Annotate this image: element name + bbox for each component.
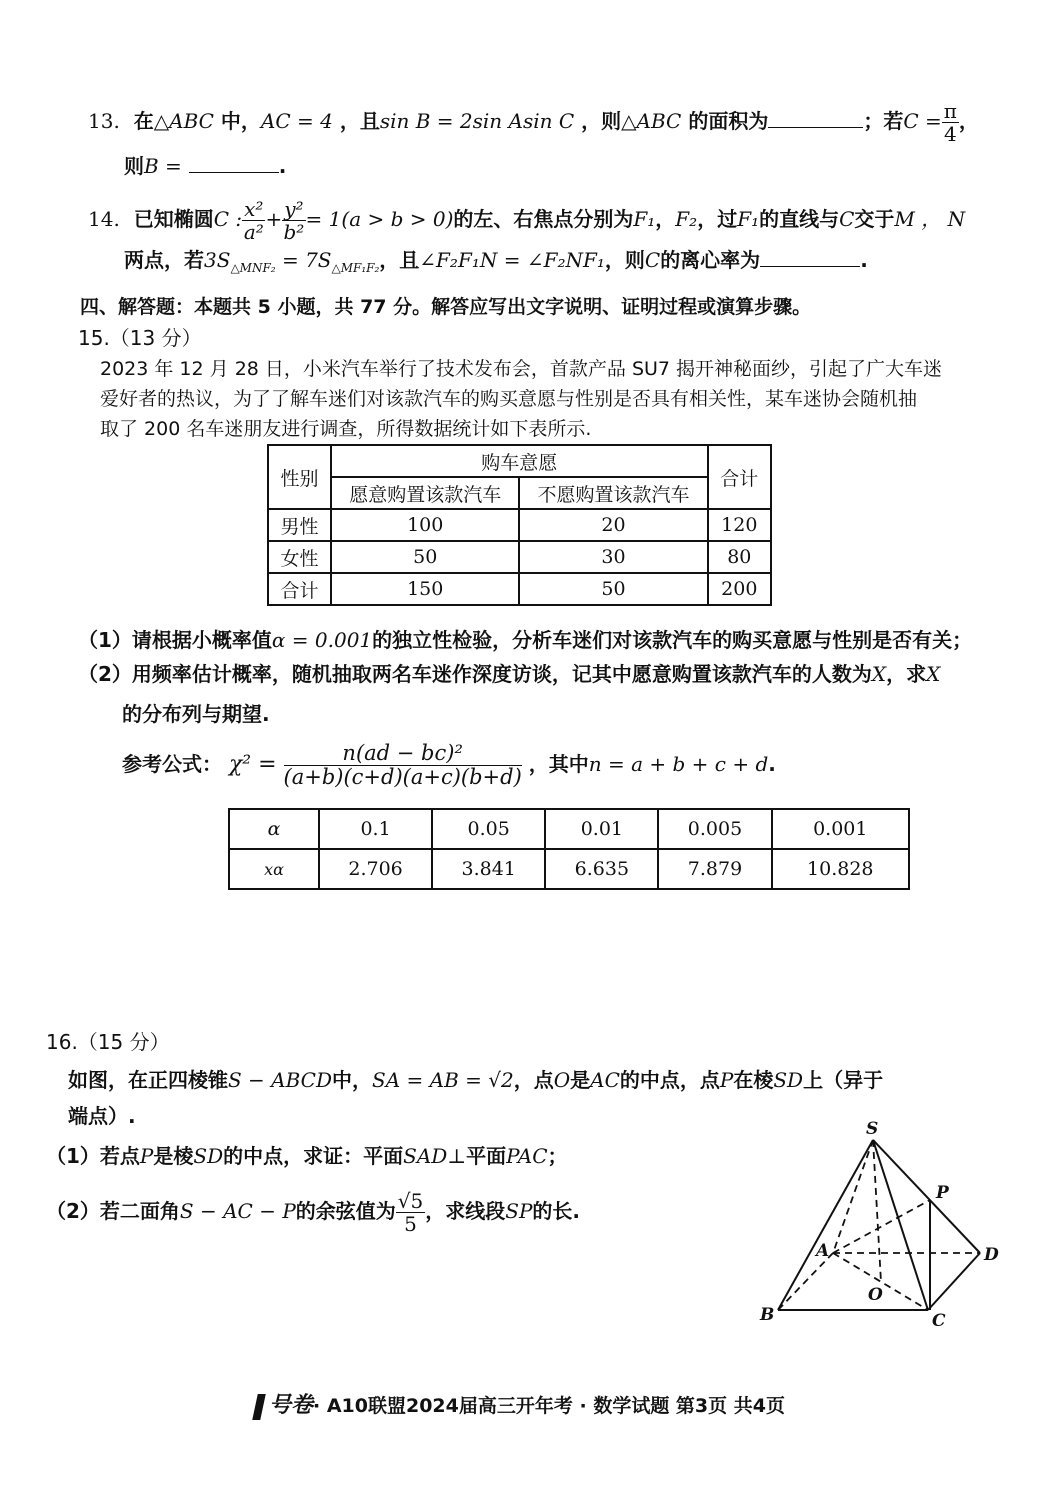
q13-math: △ABC	[153, 109, 214, 133]
question-14	[88, 198, 965, 243]
q16-text: 上（异于	[803, 1068, 884, 1092]
cell-willing: 100	[331, 509, 519, 541]
q16-text: ，求线段	[425, 1199, 506, 1223]
q16-math: SD	[193, 1144, 224, 1168]
q13-text: ；若	[863, 109, 904, 133]
cell-unwilling: 50	[519, 573, 707, 605]
q14-subscript: △MNF₂	[230, 261, 276, 275]
section-heading: 四、解答题：本题共 5 小题，共 77 分。解答应写出文字说明、证明过程或演算步骤。	[80, 296, 812, 318]
q13-text: 则	[124, 154, 144, 178]
critical-value: 6.635	[545, 849, 658, 889]
formula-label: 参考公式：	[122, 752, 222, 777]
q14-text: 的左、右焦点分别为	[453, 207, 634, 231]
cell-unwilling: 30	[519, 541, 707, 573]
q16-math: SAD	[403, 1144, 448, 1168]
q14-text: 两点，若	[124, 248, 204, 272]
q16-text: ；	[547, 1144, 568, 1168]
q14-math: 3S	[204, 248, 231, 272]
q16-line2: 端点）.	[68, 1104, 136, 1128]
q13-math: sin B = 2sin Asin C	[379, 109, 575, 133]
cell-total: 200	[708, 573, 771, 605]
edge-AP	[833, 1200, 930, 1253]
edge-SD	[873, 1140, 980, 1253]
q13-math: △ABC	[621, 109, 682, 133]
q13-text: ，且	[339, 109, 380, 133]
q16-text: 的长.	[532, 1199, 581, 1223]
fraction-numerator: √5	[397, 1189, 424, 1213]
alpha-value: 0.01	[545, 809, 658, 849]
q16-math: SA = AB = √2	[372, 1068, 514, 1092]
q16-text: ，点	[513, 1068, 554, 1092]
fraction-numerator: y²	[284, 197, 304, 221]
table-row	[268, 509, 771, 541]
q16-math: SD	[773, 1068, 804, 1092]
q14-math: F₂	[675, 207, 698, 231]
q13-text: 在	[133, 109, 154, 133]
alpha-value: 0.001	[772, 809, 909, 849]
q13-number: 13.	[88, 109, 120, 133]
table-row	[268, 541, 771, 573]
fraction-denominator: a²	[243, 220, 264, 244]
pi-over-4-fraction	[942, 100, 959, 145]
x-alpha-label: xα	[229, 849, 319, 889]
fraction-numerator: x²	[244, 197, 264, 221]
fraction-denominator: 4	[943, 122, 957, 146]
q14-text: ，	[655, 207, 676, 231]
fraction-denominator: 5	[404, 1212, 417, 1236]
q13-text: .	[278, 154, 287, 178]
sqrt5-over-5-fraction	[396, 1190, 425, 1235]
brand-name: 号卷	[269, 1392, 314, 1418]
q14-math: C	[644, 248, 661, 272]
cell-total: 80	[708, 541, 771, 573]
q16-math: P	[139, 1144, 154, 1168]
q16-text: （1）若点	[46, 1144, 140, 1168]
q14-text: ，过	[697, 207, 738, 231]
alpha-value: 0.1	[319, 809, 432, 849]
table-row	[268, 573, 771, 605]
label-O: O	[868, 1285, 883, 1305]
q15-math: α = 0.001	[271, 628, 373, 652]
chi-square-symbol: χ² =	[228, 752, 277, 778]
y-squared-fraction	[282, 198, 305, 243]
q16-part2	[46, 1190, 580, 1235]
q16-text: 的中点，求证：平面	[223, 1144, 404, 1168]
q15-math: X	[871, 662, 887, 686]
q14-text: 交于	[854, 207, 895, 231]
q16-text: 如图，在正四棱锥	[68, 1068, 228, 1092]
label-S: S	[866, 1119, 879, 1139]
q13-text: ，则	[581, 109, 622, 133]
q16-math: S − AC − P	[179, 1199, 296, 1223]
label-B: B	[760, 1305, 775, 1325]
alpha-value: 0.05	[432, 809, 545, 849]
critical-value-table	[228, 808, 910, 890]
q15-header: 15.（13 分）	[78, 326, 202, 350]
q14-math: F₁	[633, 207, 656, 231]
q13-text: 中，	[220, 109, 261, 133]
alpha-value: 0.005	[658, 809, 771, 849]
header-total: 合计	[708, 445, 771, 509]
critical-value: 10.828	[772, 849, 909, 889]
footer-text: · A10联盟2024届高三开年考 · 数学试题 第3页 共4页	[313, 1395, 785, 1417]
q14-text: .	[860, 248, 868, 272]
q14-text: 的直线与	[759, 207, 840, 231]
cell-willing: 50	[331, 541, 519, 573]
page-footer	[255, 1388, 785, 1420]
q14-math: F₁	[737, 207, 760, 231]
q16-math: PAC	[506, 1144, 548, 1168]
question-14-line2	[124, 244, 868, 275]
header-intent: 购车意愿	[331, 445, 708, 477]
q13-text: 的面积为	[688, 109, 769, 133]
q13-math: B =	[144, 154, 182, 178]
fraction-denominator: (a+b)(c+d)(a+c)(b+d)	[283, 765, 522, 790]
q14-text: ，则	[604, 248, 645, 272]
q13-math: C =	[903, 109, 942, 133]
q15-paragraph-line: 爱好者的热议，为了了解车迷们对该款汽车的购买意愿与性别是否具有相关性，某车迷协会随机抽	[100, 388, 918, 410]
q14-math: M ， N	[894, 207, 966, 231]
q13-math: AC = 4	[260, 109, 333, 133]
question-13-line2	[124, 150, 286, 179]
answer-blank[interactable]	[760, 248, 860, 267]
q16-math: SP	[505, 1199, 533, 1223]
table-row	[229, 849, 909, 889]
fraction-numerator: n(ad − bc)²	[284, 742, 522, 766]
row-label: 女性	[268, 541, 331, 573]
cell-unwilling: 20	[519, 509, 707, 541]
survey-table	[267, 444, 772, 606]
q15-text: 的独立性检验，分析车迷们对该款汽车的购买意愿与性别是否有关；	[372, 628, 973, 652]
q14-text: 的离心率为	[660, 248, 761, 272]
q16-part1	[46, 1140, 568, 1169]
edge-DC	[928, 1253, 980, 1310]
q15-paragraph-line: 2023 年 12 月 28 日，小米汽车举行了技术发布会，首款产品 SU7 揭开神秘面纱，引起了广大车迷	[100, 358, 943, 380]
q16-text: 的中点，点	[619, 1068, 720, 1092]
answer-blank[interactable]	[189, 154, 279, 173]
x-squared-fraction	[242, 198, 265, 243]
q16-header: 16.（15 分）	[46, 1030, 170, 1054]
q16-text: 是	[570, 1068, 591, 1092]
q16-math: S − ABCD	[228, 1068, 333, 1092]
q15-part1	[78, 624, 972, 653]
label-C: C	[932, 1311, 946, 1330]
row-label: 合计	[268, 573, 331, 605]
q14-math: ∠F₂F₁N = ∠F₂NF₁	[419, 248, 605, 272]
critical-value: 3.841	[432, 849, 545, 889]
q14-subscript: △MF₁F₂	[331, 261, 380, 275]
q14-math: C :	[213, 207, 243, 231]
row-label: 男性	[268, 509, 331, 541]
plus-sign: +	[265, 207, 283, 231]
q15-text: （2）用频率估计概率，随机抽取两名车迷作深度访谈，记其中愿意购置该款汽车的人数为	[78, 662, 872, 686]
cell-willing: 150	[331, 573, 519, 605]
q16-text: 的余弦值为	[295, 1199, 396, 1223]
q15-paragraph-line: 取了 200 名车迷朋友进行调查，所得数据统计如下表所示.	[100, 418, 592, 440]
header-unwilling: 不愿购置该款汽车	[519, 477, 707, 509]
q14-math: C	[839, 207, 855, 231]
q15-text: ，求	[886, 662, 927, 686]
fraction-numerator: π	[943, 99, 957, 123]
question-13	[88, 100, 979, 145]
q15-part2-line2: 的分布列与期望.	[122, 702, 270, 726]
formula-text: ，其中	[528, 752, 589, 777]
header-willing: 愿意购置该款汽车	[331, 477, 519, 509]
q16-math: O	[553, 1068, 571, 1092]
formula-text: .	[768, 752, 776, 777]
q16-math: P	[719, 1068, 734, 1092]
cell-total: 120	[708, 509, 771, 541]
q16-text: 在棱	[733, 1068, 774, 1092]
edge-SA	[833, 1140, 873, 1253]
q15-text: （1）请根据小概率值	[78, 628, 272, 652]
perpendicular-symbol: ⊥	[447, 1144, 467, 1168]
table-row	[229, 809, 909, 849]
q16-text: 是棱	[153, 1144, 194, 1168]
formula-math: n = a + b + c + d	[588, 752, 769, 777]
label-A: A	[816, 1241, 830, 1261]
q16-math: AC	[590, 1068, 620, 1092]
q16-text: 平面	[466, 1144, 507, 1168]
q14-math: = 7S	[275, 248, 332, 272]
fraction-denominator: b²	[283, 220, 305, 244]
edge-SB	[778, 1140, 873, 1310]
alpha-label: α	[229, 809, 319, 849]
critical-value: 7.879	[658, 849, 771, 889]
header-gender: 性别	[268, 445, 331, 509]
answer-blank[interactable]	[768, 109, 863, 128]
label-P: P	[936, 1183, 949, 1203]
q14-math: = 1(a > b > 0)	[305, 207, 454, 231]
q14-number: 14.	[88, 207, 120, 231]
critical-value: 2.706	[319, 849, 432, 889]
q14-text: ，且	[379, 248, 420, 272]
pyramid-figure	[740, 1110, 1020, 1330]
q13-text: ，	[958, 109, 979, 133]
q14-text: 已知椭圆	[133, 207, 214, 231]
q15-math: X	[926, 662, 941, 686]
q16-text: （2）若二面角	[46, 1199, 180, 1223]
q15-part2	[78, 658, 940, 687]
label-D: D	[984, 1245, 999, 1265]
reference-formula	[122, 742, 776, 789]
q16-text: 中，	[332, 1068, 373, 1092]
q16-line1	[68, 1064, 883, 1093]
brand-logo-mark	[252, 1394, 266, 1420]
chi-square-fraction	[284, 742, 522, 789]
